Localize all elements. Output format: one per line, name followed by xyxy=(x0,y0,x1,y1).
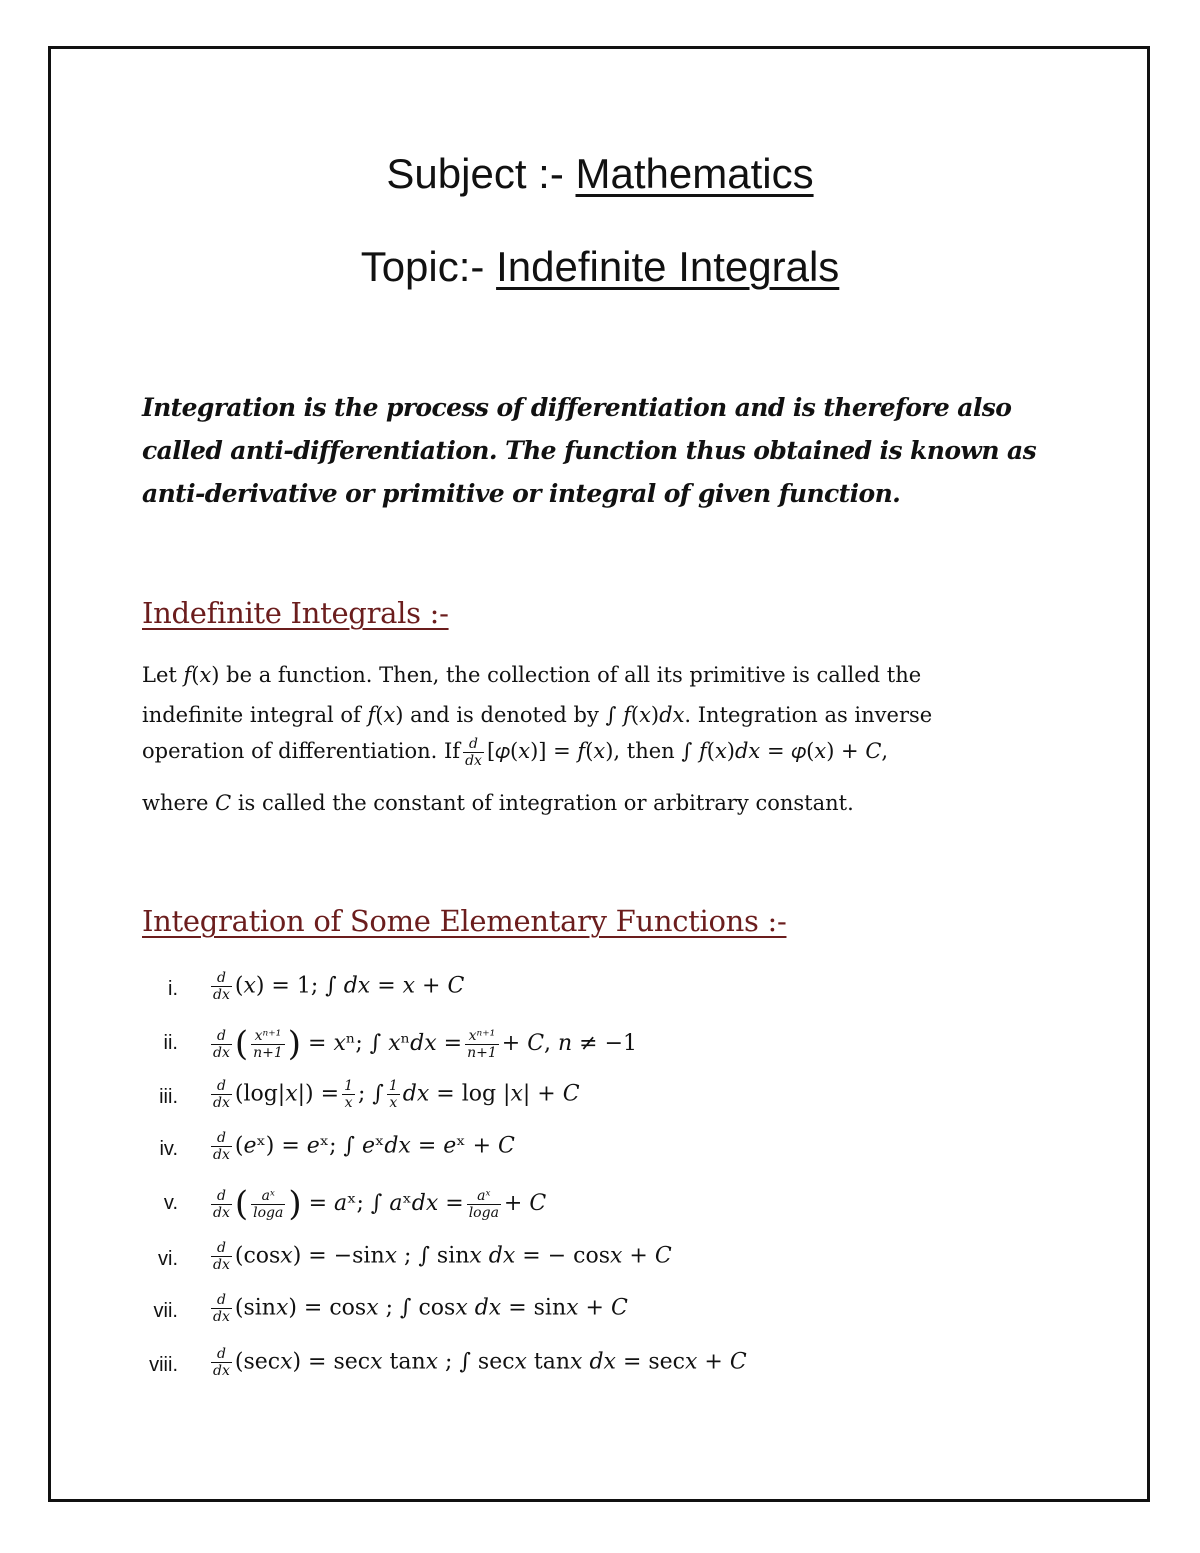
formula-text: (sec𝑥) = sec𝑥 tan𝑥 ; ∫ sec𝑥 tan𝑥 𝑑𝑥 = sec𝑥 + 𝐶 xyxy=(234,1349,747,1375)
formula-expression xyxy=(208,1184,546,1224)
right-paren: ) xyxy=(288,1184,302,1224)
formula-expression xyxy=(208,1078,580,1111)
fraction-denominator: log𝑎 xyxy=(253,1204,284,1221)
derivative-operator xyxy=(211,970,232,1003)
subject-value: Mathematics xyxy=(575,150,814,197)
intro-line: called anti-differentiation. The function thus obtained is known as xyxy=(142,436,1037,465)
formula-text: ; ∫ xyxy=(357,1081,384,1107)
fraction-denominator: 𝑛+1 xyxy=(467,1044,497,1061)
reciprocal-fraction xyxy=(342,1078,355,1111)
formula-item xyxy=(0,1236,1200,1286)
item-number: vi. xyxy=(158,1248,178,1270)
derivative-operator xyxy=(211,1240,232,1273)
fraction-denominator: 𝑑𝑥 xyxy=(213,1095,230,1111)
subject-heading xyxy=(0,150,1200,198)
fraction-numerator: 1 xyxy=(344,1078,353,1094)
formula-text: + 𝐶 xyxy=(503,1191,547,1216)
fraction-numerator: 𝑑 xyxy=(211,970,232,987)
fraction-denominator: log𝑎 xyxy=(468,1204,499,1221)
derivative-operator xyxy=(211,1188,232,1221)
formula-expression xyxy=(208,1024,637,1064)
fraction-numerator: 𝑥ⁿ⁺¹ xyxy=(465,1028,499,1045)
formula-text: (cos𝑥) = −sin𝑥 ; ∫ sin𝑥 𝑑𝑥 = − cos𝑥 + 𝐶 xyxy=(234,1243,672,1269)
formula-text: (𝑥) = 1; ∫ 𝑑𝑥 = 𝑥 + 𝐶 xyxy=(234,973,465,999)
right-paren: ) xyxy=(287,1024,302,1064)
intro-line: Integration is the process of differentiation and is therefore also xyxy=(142,393,1012,422)
fraction-numerator: 𝑎ˣ xyxy=(251,1188,285,1205)
fraction-denominator: 𝑛+1 xyxy=(253,1044,283,1061)
formula-item xyxy=(0,966,1200,1016)
left-paren: ( xyxy=(234,1184,249,1224)
definition-text: operation of differentiation. If xyxy=(142,739,461,763)
formula-item xyxy=(0,1288,1200,1338)
derivative-operator xyxy=(211,1346,232,1379)
fraction-numerator: 1 xyxy=(388,1078,398,1094)
definition-line: indefinite integral of 𝑓(𝑥) and is denoted by ∫ 𝑓(𝑥)𝑑𝑥. Integration as inverse xyxy=(142,703,933,727)
fraction-denominator: 𝑥 xyxy=(389,1095,398,1111)
fraction-denominator: 𝑥 xyxy=(344,1095,353,1111)
intro-paragraph xyxy=(142,386,1072,515)
fraction-denominator: 𝑑𝑥 xyxy=(213,1147,230,1163)
fraction-denominator: 𝑑𝑥 xyxy=(213,1204,230,1221)
fraction-numerator: 𝑑 xyxy=(211,1188,232,1205)
formula-item xyxy=(0,1180,1200,1230)
fraction-denominator: 𝑑𝑥 xyxy=(213,1363,230,1379)
derivative-operator xyxy=(211,1078,232,1111)
formula-text: (sin𝑥) = cos𝑥 ; ∫ cos𝑥 𝑑𝑥 = sin𝑥 + 𝐶 xyxy=(234,1295,628,1321)
topic-prefix: Topic:- xyxy=(360,243,497,290)
left-paren: ( xyxy=(234,1024,249,1064)
formula-expression xyxy=(208,970,464,1003)
exponential-fraction xyxy=(467,1188,501,1221)
power-fraction xyxy=(465,1028,499,1061)
fraction-numerator: 𝑑 xyxy=(463,736,484,753)
topic-value: Indefinite Integrals xyxy=(496,243,840,290)
fraction-numerator: 𝑑 xyxy=(211,1292,232,1309)
item-number: v. xyxy=(163,1192,178,1214)
derivative-fraction xyxy=(463,736,484,769)
intro-line: anti-derivative or primitive or integral of given function. xyxy=(142,479,901,508)
subject-prefix: Subject :- xyxy=(386,150,576,197)
item-number: vii. xyxy=(153,1300,178,1322)
formula-item xyxy=(0,1020,1200,1070)
fraction-numerator: 𝑑 xyxy=(211,1346,232,1363)
formula-text: + 𝐶, 𝑛 ≠ −1 xyxy=(501,1031,638,1056)
item-number: iii. xyxy=(159,1086,178,1108)
fraction-numerator: 𝑑 xyxy=(211,1028,232,1045)
definition-text: [𝜑(𝑥)] = 𝑓(𝑥), then ∫ 𝑓(𝑥)𝑑𝑥 = 𝜑(𝑥) + 𝐶, xyxy=(486,739,889,763)
fraction-denominator: 𝑑𝑥 xyxy=(213,1044,230,1061)
fraction-denominator: 𝑑𝑥 xyxy=(213,1257,230,1273)
derivative-operator xyxy=(211,1028,232,1061)
exponential-fraction xyxy=(251,1188,285,1221)
formula-item xyxy=(0,1074,1200,1124)
formula-text: (log|𝑥|) = xyxy=(234,1081,340,1107)
item-number: viii. xyxy=(149,1354,178,1376)
fraction-denominator: 𝑑𝑥 xyxy=(213,1309,230,1325)
formula-text: = 𝑎ˣ; ∫ 𝑎ˣ𝑑𝑥 = xyxy=(308,1191,464,1216)
fraction-numerator: 𝑑 xyxy=(211,1078,232,1095)
section-heading-indefinite-integrals: Indefinite Integrals :- xyxy=(142,596,449,630)
formula-expression xyxy=(208,1292,628,1325)
item-number: i. xyxy=(168,978,178,1000)
derivative-operator xyxy=(211,1130,232,1163)
formula-expression xyxy=(208,1240,672,1273)
item-number: iv. xyxy=(159,1138,178,1160)
topic-heading xyxy=(0,243,1200,291)
fraction-numerator: 𝑎ˣ xyxy=(467,1188,501,1205)
fraction-denominator: 𝑑𝑥 xyxy=(213,987,230,1003)
formula-text: 𝑑𝑥 = log |𝑥| + 𝐶 xyxy=(402,1081,580,1107)
fraction-numerator: 𝑑 xyxy=(211,1240,232,1257)
fraction-numerator: 𝑥ⁿ⁺¹ xyxy=(251,1028,285,1045)
reciprocal-fraction xyxy=(387,1078,400,1111)
derivative-operator xyxy=(211,1292,232,1325)
formula-text: (𝑒ˣ) = 𝑒ˣ; ∫ 𝑒ˣ𝑑𝑥 = 𝑒ˣ + 𝐶 xyxy=(234,1133,515,1159)
power-fraction xyxy=(251,1028,285,1061)
item-number: ii. xyxy=(163,1032,178,1054)
formula-item xyxy=(0,1342,1200,1392)
definition-line xyxy=(142,736,888,769)
formula-expression xyxy=(208,1346,747,1379)
definition-line: Let 𝑓(𝑥) be a function. Then, the collection of all its primitive is called the xyxy=(142,663,922,687)
formula-expression xyxy=(208,1130,515,1163)
section-heading-elementary-functions: Integration of Some Elementary Functions :- xyxy=(142,904,787,938)
formula-item xyxy=(0,1126,1200,1176)
fraction-denominator: 𝑑𝑥 xyxy=(465,753,482,769)
definition-line: where 𝐶 is called the constant of integration or arbitrary constant. xyxy=(142,791,854,815)
fraction-numerator: 𝑑 xyxy=(211,1130,232,1147)
formula-text: = 𝑥ⁿ; ∫ 𝑥ⁿ𝑑𝑥 = xyxy=(308,1031,463,1056)
